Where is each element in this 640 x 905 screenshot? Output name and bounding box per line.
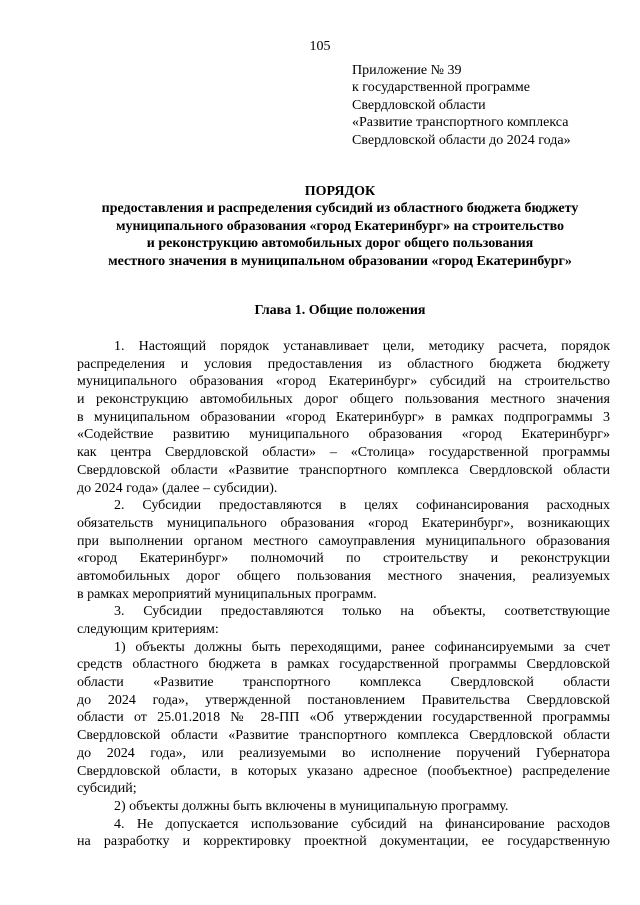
text-line: как центра Свердловской области» – «Столица» государственной программы [77, 445, 610, 461]
text-line: распределения и условия предоставления из областного бюджета бюджету [77, 356, 610, 372]
text-line: обязательств муниципального образования «город Екатеринбург», возникающих [77, 515, 610, 531]
text-line: муниципального образования «город Екатеринбург» субсидий на строительство [77, 374, 610, 390]
title-line: местного значения в муниципальном образовании «город Екатеринбург» [108, 253, 572, 269]
appendix-line: Приложение № 39 [352, 63, 462, 78]
page-number: 105 [309, 39, 331, 54]
text-line: в рамках мероприятий муниципальных программ. [77, 586, 377, 602]
title-line: и реконструкцию автомобильных дорог общего пользования [146, 236, 534, 252]
text-line: автомобильных дорог общего пользования местного значения, реализуемых [77, 568, 610, 584]
text-line: до 2024 года» (далее – субсидии). [77, 480, 278, 496]
text-line: «Содействие развитию муниципального образования «город Екатеринбург» [77, 427, 610, 443]
text-line: 2. Субсидии предоставляются в целях софинансирования расходных [114, 498, 610, 514]
appendix-line: Свердловской области [352, 97, 486, 113]
text-line: на разработку и корректировку проектной документации, ее государственную [77, 834, 610, 850]
text-line: 2) объекты должны быть включены в муниципальную программу. [114, 798, 509, 814]
title-line: муниципального образования «город Екатеринбург» на строительство [115, 218, 565, 234]
title-heading: ПОРЯДОК [304, 184, 376, 199]
text-line: субсидий; [77, 781, 137, 797]
text-line: области «Развитие транспортного комплекса Свердловской области [77, 675, 610, 691]
text-line: 3. Субсидии предоставляются только на объекты, соответствующие [114, 604, 610, 620]
appendix-line: к государственной программе [352, 80, 530, 96]
text-line: и реконструкцию автомобильных дорог общего пользования местного значения [77, 392, 610, 408]
text-line: до 2024 года», или реализуемыми во исполнение поручений Губернатора [77, 745, 610, 761]
text-line: Свердловской области «Развитие транспортного комплекса Свердловской области [77, 462, 610, 478]
text-line: при выполнении органом местного самоуправления муниципального образования [77, 533, 610, 549]
text-line: 4. Не допускается использование субсидий на финансирование расходов [114, 816, 610, 832]
text-line: области от 25.01.2018 № 28-ПП «Об утверждении государственной программы [77, 710, 610, 726]
title-line: предоставления и распределения субсидий из областного бюджета бюджету [101, 201, 579, 217]
document-title [70, 183, 610, 270]
text-line: в муниципальном образовании «город Екатеринбург» в рамках подпрограммы 3 [77, 409, 610, 425]
appendix-note [352, 62, 632, 149]
text-line: 1) объекты должны быть переходящими, ранее софинансируемыми за счет [114, 639, 610, 655]
text-line: следующим критериям: [77, 622, 219, 637]
chapter-heading: Глава 1. Общие положения [254, 303, 426, 318]
text-line: Свердловской области, в которых указано адресное (пообъектное) распределение [77, 763, 610, 779]
appendix-line: «Развитие транспортного комплекса [352, 115, 569, 131]
text-line: средств областного бюджета в рамках государственной программы Свердловской [77, 657, 610, 673]
text-line: Свердловской области «Развитие транспортного комплекса Свердловской области [77, 728, 610, 744]
text-line: «город Екатеринбург» полномочий по строительству и реконструкции [77, 551, 610, 567]
text-line: 1. Настоящий порядок устанавливает цели, методику расчета, порядок [114, 339, 610, 354]
body-text [77, 338, 610, 851]
text-line: до 2024 года», утвержденной постановлением Правительства Свердловской [77, 692, 610, 708]
appendix-line: Свердловской области до 2024 года» [352, 132, 571, 148]
